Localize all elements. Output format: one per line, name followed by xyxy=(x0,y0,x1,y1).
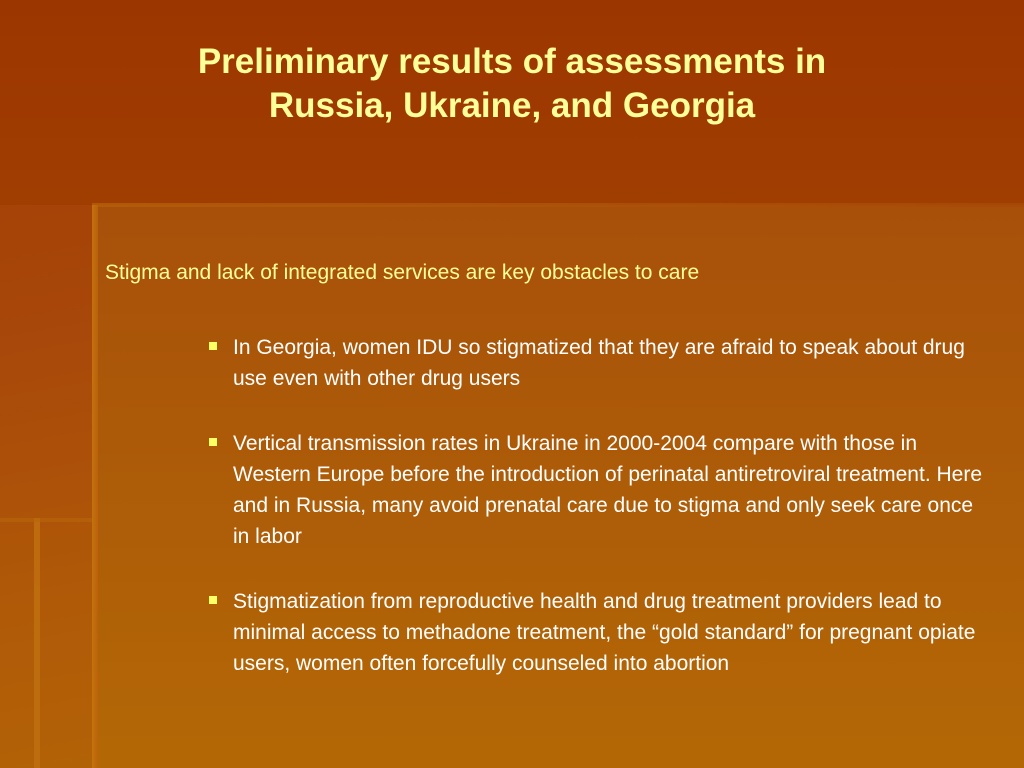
bullet-item xyxy=(206,332,986,394)
square-bullet-icon xyxy=(209,596,217,604)
bullet-item xyxy=(206,428,986,552)
slide-title: Preliminary results of assessments in Russia, Ukraine, and Georgia xyxy=(197,42,827,125)
square-bullet-icon xyxy=(209,342,217,350)
slide-subheading: Stigma and lack of integrated services are key obstacles to care xyxy=(105,261,700,284)
bullet-text: Vertical transmission rates in Ukraine in 2000-2004 compare with those in Western Europe before the introduction of perinatal antiretroviral treatment. Here and in Russia, many avoid prenatal care due to stigma and only seek care once in labor xyxy=(233,432,983,548)
panel-top-edge xyxy=(92,203,1024,207)
bullet-item xyxy=(206,586,986,679)
bullet-text: In Georgia, women IDU so stigmatized that they are afraid to speak about drug use even with other drug users xyxy=(233,336,965,390)
decorative-stripe xyxy=(34,518,40,768)
decorative-rule xyxy=(0,518,92,522)
bullet-text: Stigmatization from reproductive health and drug treatment providers lead to minimal access to methadone treatment, the “gold standard” for pregnant opiate users, women often forcefully counseled into abortion xyxy=(233,590,976,675)
square-bullet-icon xyxy=(209,438,217,446)
panel-left-edge xyxy=(92,205,98,768)
bullet-list xyxy=(206,332,986,713)
